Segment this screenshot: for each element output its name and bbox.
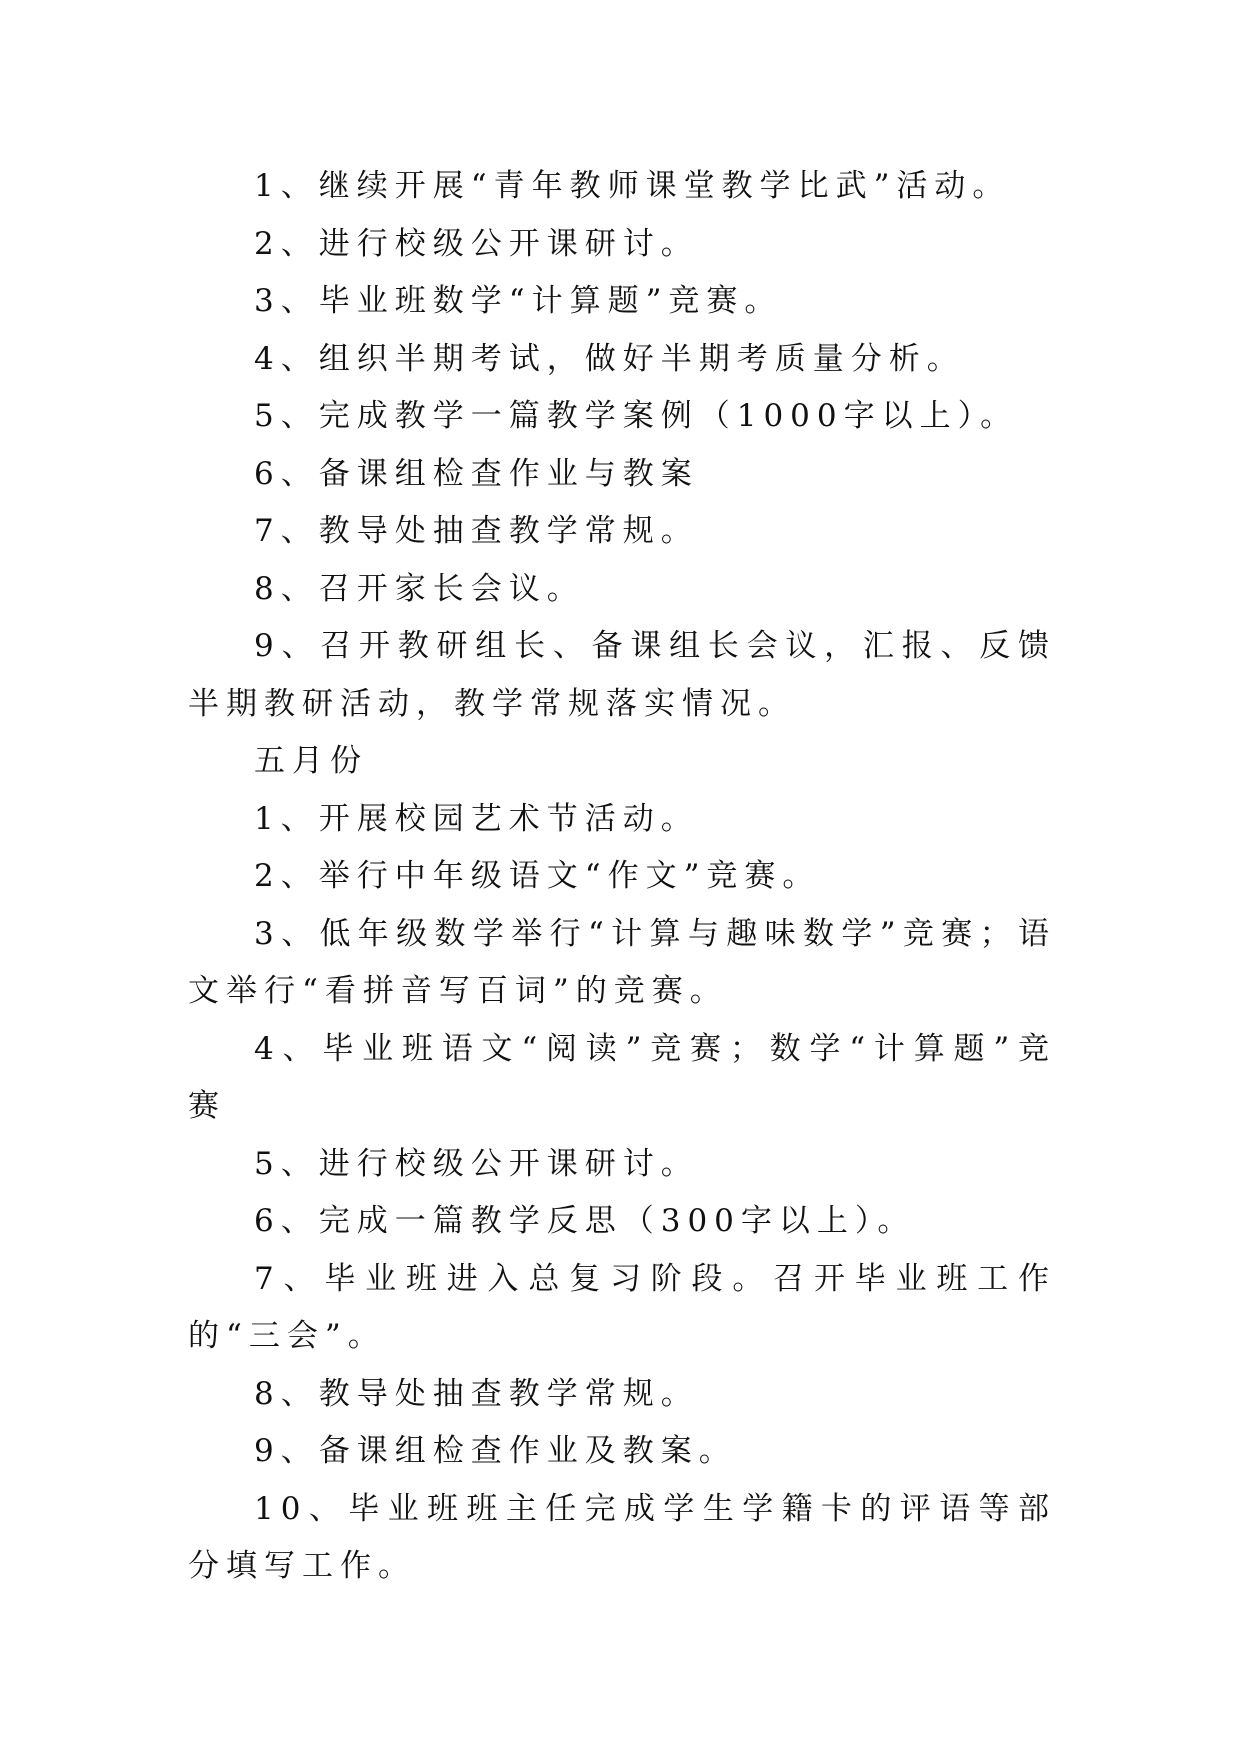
paragraph-item: 3、低年级数学举行“计算与趣味数学”竞赛；语文举行“看拼音写百词”的竞赛。 xyxy=(188,915,1056,1009)
paragraph-item: 3、毕业班数学“计算题”竞赛。 xyxy=(254,283,783,319)
paragraph-item: 1、开展校园艺术节活动。 xyxy=(254,800,699,837)
section-heading-may: 五月份 xyxy=(254,743,368,779)
paragraph-item: 7、教导处抽查教学常规。 xyxy=(254,513,699,549)
paragraph-item: 4、毕业班语文“阅读”竞赛；数学“计算题”竞赛 xyxy=(188,1030,1056,1124)
paragraph-item: 9、备课组检查作业及教案。 xyxy=(254,1433,737,1469)
paragraph-item: 5、完成教学一篇教学案例（1000字以上）。 xyxy=(254,398,1019,434)
paragraph-item: 2、举行中年级语文“作文”竞赛。 xyxy=(254,858,821,894)
paragraph-item: 1、继续开展“青年教师课堂教学比武”活动。 xyxy=(254,168,1011,204)
paragraph-item: 10、毕业班班主任完成学生学籍卡的评语等部分填写工作。 xyxy=(188,1490,1056,1584)
paragraph-item: 8、召开家长会议。 xyxy=(254,570,585,607)
paragraph-item: 7、毕业班进入总复习阶段。召开毕业班工作的“三会”。 xyxy=(188,1260,1056,1354)
paragraph-item: 6、备课组检查作业与教案 xyxy=(254,455,699,492)
document-body xyxy=(188,158,1056,1596)
paragraph-item: 8、教导处抽查教学常规。 xyxy=(254,1375,699,1412)
paragraph-item: 4、组织半期考试，做好半期考质量分析。 xyxy=(254,340,965,377)
paragraph-item: 6、完成一篇教学反思（300字以上）。 xyxy=(254,1203,916,1239)
paragraph-item: 9、召开教研组长、备课组长会议，汇报、反馈半期教研活动，教学常规落实情况。 xyxy=(188,628,1056,722)
paragraph-item: 5、进行校级公开课研讨。 xyxy=(254,1145,699,1182)
paragraph-item: 2、进行校级公开课研讨。 xyxy=(254,225,699,262)
